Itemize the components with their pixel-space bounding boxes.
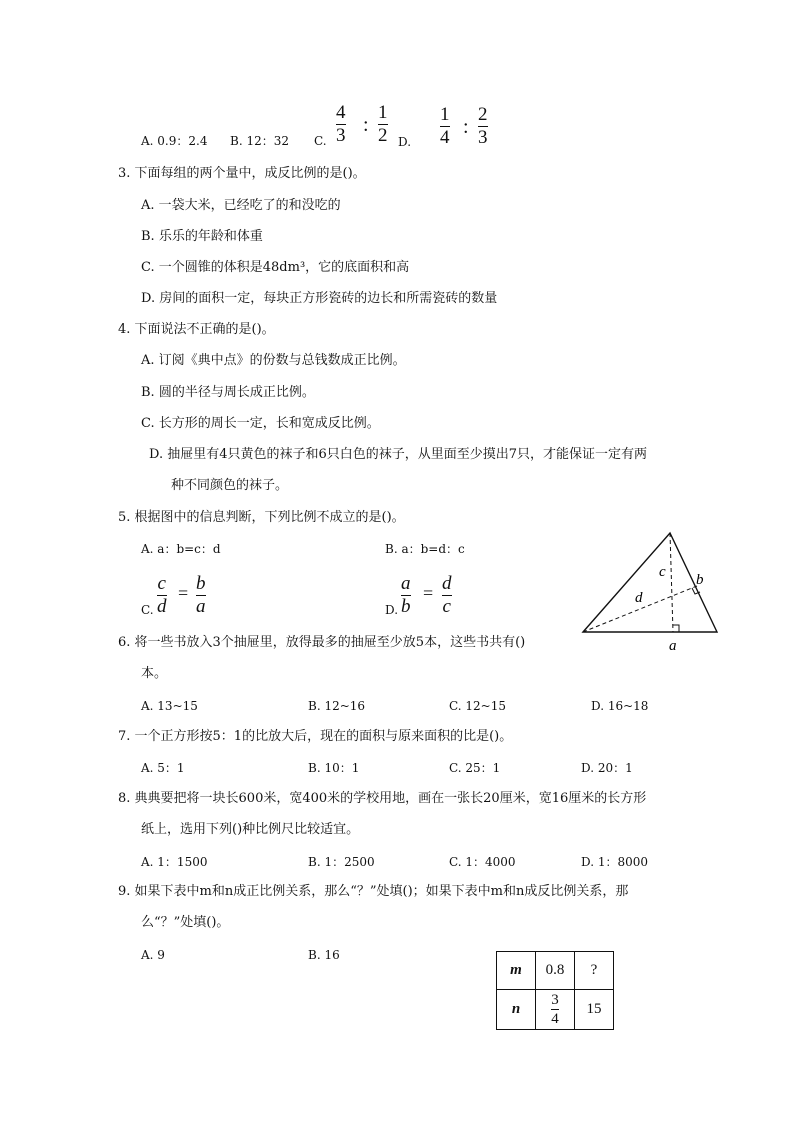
q7-option-b: B. 10：1 (308, 761, 360, 775)
q3-stem: 3. 下面每组的两个量中，成反比例的是()。 (118, 166, 366, 181)
q5-triangle-figure (575, 528, 725, 658)
q7-stem: 7. 一个正方形按5：1的比放大后，现在的面积与原来面积的比是()。 (118, 729, 513, 744)
table-row-m-label: m (497, 952, 536, 990)
table-row-n-label: n (497, 990, 536, 1030)
q5-c-f1-num: c (157, 573, 166, 594)
q2-d-f2-num: 2 (478, 104, 488, 125)
q2-d-f2-den: 3 (478, 127, 488, 148)
q5-c-fraction-1 (157, 574, 167, 617)
fig-label-a: a (669, 638, 677, 654)
q5-option-b: B. a：b=d：c (385, 542, 465, 556)
q8-option-c: C. 1：4000 (449, 855, 516, 869)
q5-d-f2-den: c (442, 596, 451, 617)
q2-d-colon: : (463, 116, 469, 138)
table-fraction (551, 992, 559, 1027)
q2-d-f1-den: 4 (440, 127, 450, 148)
q2-d-fraction-1 (440, 105, 450, 148)
q4-option-d-line2: 种不同颜色的袜子。 (171, 478, 289, 493)
q9-mn-table (496, 951, 614, 1030)
q8-stem-line1: 8. 典典要把将一块长600米，宽400米的学校用地，画在一张长20厘米，宽16厘米的长方形 (118, 791, 647, 806)
q2-option-a: A. 0.9：2.4 (141, 134, 208, 148)
q5-d-f1-num: a (401, 573, 411, 594)
table-cell-m-2: ? (575, 952, 614, 990)
q2-c-f1-den: 3 (336, 125, 346, 146)
q5-d-fraction-2 (442, 574, 452, 617)
q6-option-b: B. 12~16 (308, 699, 366, 713)
q2-c-fraction-2 (378, 103, 388, 146)
fig-label-c: c (659, 564, 666, 580)
q2-c-colon: : (363, 114, 369, 136)
q2-c-f2-num: 1 (378, 102, 388, 123)
q4-option-d-line1: D. 抽屉里有4只黄色的袜子和6只白色的袜子，从里面至少摸出7只，才能保证一定有两 (149, 447, 648, 462)
q6-stem-line2: 本。 (141, 666, 168, 681)
q2-option-b: B. 12：32 (230, 134, 289, 148)
q2-c-f1-num: 4 (336, 102, 346, 123)
q6-option-c: C. 12~15 (449, 699, 506, 713)
q5-c-f2-num: b (196, 573, 206, 594)
q5-c-equals: = (178, 583, 189, 603)
q2-option-c-label: C. (314, 134, 327, 148)
q3-option-b: B. 乐乐的年龄和体重 (141, 229, 263, 244)
q2-option-d-label: D. (398, 135, 412, 149)
height-line-c (670, 533, 673, 632)
q8-option-d: D. 1：8000 (581, 855, 648, 869)
q3-option-c: C. 一个圆锥的体积是48dm³，它的底面积和高 (141, 260, 410, 275)
q2-d-fraction-2 (478, 105, 488, 148)
right-angle-mark-bottom (673, 625, 679, 632)
q4-option-c: C. 长方形的周长一定，长和宽成反比例。 (141, 416, 380, 431)
q4-option-a: A. 订阅《典中点》的份数与总钱数成正比例。 (141, 353, 406, 368)
q5-d-f1-den: b (401, 596, 411, 617)
table-cell-m-1: 0.8 (536, 952, 575, 990)
q5-option-a: A. a：b=c：d (141, 542, 221, 556)
q2-d-f1-num: 1 (440, 104, 450, 125)
fig-label-b: b (696, 572, 704, 588)
fig-label-d: d (635, 590, 643, 606)
q9-option-b: B. 16 (308, 948, 340, 962)
q2-c-fraction-1 (336, 103, 346, 146)
q5-option-c-label: C. (141, 603, 154, 617)
q9-stem-line2: 么“？”处填()。 (141, 915, 230, 930)
q5-c-fraction-2 (196, 574, 206, 617)
q3-option-d: D. 房间的面积一定，每块正方形瓷砖的边长和所需瓷砖的数量 (141, 291, 498, 306)
q7-option-c: C. 25：1 (449, 761, 501, 775)
q5-d-equals: = (423, 583, 434, 603)
q6-stem-line1: 6. 将一些书放入3个抽屉里，放得最多的抽屉至少放5本，这些书共有() (118, 635, 526, 650)
q3-option-a: A. 一袋大米，已经吃了的和没吃的 (141, 198, 341, 213)
q5-stem: 5. 根据图中的信息判断，下列比例不成立的是()。 (118, 510, 405, 525)
table-cell-n-1 (536, 990, 575, 1030)
q4-stem: 4. 下面说法不正确的是()。 (118, 322, 275, 337)
q9-stem-line1: 9. 如果下表中m和n成正比例关系，那么“？”处填()；如果下表中m和n成反比例关系，那 (118, 884, 629, 899)
q8-stem-line2: 纸上，选用下列()种比例尺比较适宜。 (141, 822, 360, 837)
q7-option-a: A. 5：1 (141, 761, 185, 775)
table-fraction-den: 4 (551, 1011, 559, 1027)
q4-option-b: B. 圆的半径与周长成正比例。 (141, 385, 315, 400)
q5-c-f2-den: a (196, 596, 206, 617)
q8-option-b: B. 1：2500 (308, 855, 375, 869)
q9-option-a: A. 9 (141, 948, 165, 962)
q5-d-f2-num: d (442, 573, 452, 594)
q6-option-d: D. 16~18 (591, 699, 649, 713)
q2-c-f2-den: 2 (378, 125, 388, 146)
q8-option-a: A. 1：1500 (141, 855, 208, 869)
q5-option-d-label: D. (385, 603, 399, 617)
table-cell-n-2: 15 (575, 990, 614, 1030)
q5-c-f1-den: d (157, 596, 167, 617)
q6-option-a: A. 13~15 (141, 699, 198, 713)
q5-d-fraction-1 (401, 574, 411, 617)
table-fraction-num: 3 (551, 992, 559, 1008)
q7-option-d: D. 20：1 (581, 761, 633, 775)
